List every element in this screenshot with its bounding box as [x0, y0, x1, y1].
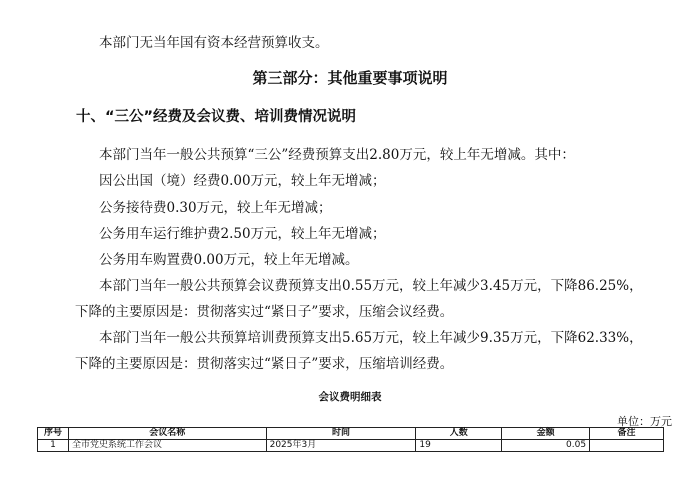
- header-people: 人数: [416, 428, 502, 440]
- table-row: [38, 440, 664, 452]
- header-name: 会议名称: [68, 428, 266, 440]
- header-remark: 备注: [590, 428, 664, 440]
- cell-people: 19: [416, 440, 502, 452]
- cell-amount: 0.05: [502, 440, 590, 452]
- training-fee-line1: 本部门当年一般公共预算培训费预算支出5.65万元，较上年减少9.35万元，下降62.33%，: [99, 330, 643, 346]
- vehicle-operation-expense-line: 公务用车运行维护费2.50万元，较上年无增减；: [99, 226, 386, 242]
- header-time: 时间: [266, 428, 416, 440]
- table-header-row: [38, 428, 664, 440]
- section10-heading: 十、“三公”经费及会议费、培训费情况说明: [76, 109, 357, 125]
- three-public-summary: 本部门当年一般公共预算“三公”经费预算支出2.80万元，较上年无增减。其中：: [99, 147, 575, 163]
- cell-seq: 1: [38, 440, 69, 452]
- abroad-expense-line: 因公出国（境）经费0.00万元，较上年无增减；: [99, 173, 386, 189]
- header-amount: 金额: [502, 428, 590, 440]
- meeting-table-title: 会议费明细表: [318, 391, 382, 403]
- reception-expense-line: 公务接待费0.30万元，较上年无增减；: [99, 200, 332, 216]
- header-seq: 序号: [38, 428, 69, 440]
- cell-name: 全市党史系统工作会议: [68, 440, 266, 452]
- training-fee-line2: 下降的主要原因是：贯彻落实过“紧日子”要求，压缩培训经费。: [75, 356, 454, 372]
- meeting-fee-table: [37, 427, 664, 452]
- cell-time: 2025年3月: [266, 440, 416, 452]
- no-state-capital-paragraph: 本部门无当年国有资本经营预算收支。: [99, 35, 329, 51]
- vehicle-purchase-expense-line: 公务用车购置费0.00万元，较上年无增减。: [99, 252, 359, 268]
- part3-heading: 第三部分：其他重要事项说明: [252, 69, 448, 87]
- meeting-fee-line2: 下降的主要原因是：贯彻落实过“紧日子”要求，压缩会议经费。: [75, 304, 454, 320]
- meeting-fee-line1: 本部门当年一般公共预算会议费预算支出0.55万元，较上年减少3.45万元，下降86.25%，: [99, 278, 643, 294]
- cell-remark: [590, 440, 664, 452]
- meeting-table-unit: 单位：万元: [617, 416, 672, 428]
